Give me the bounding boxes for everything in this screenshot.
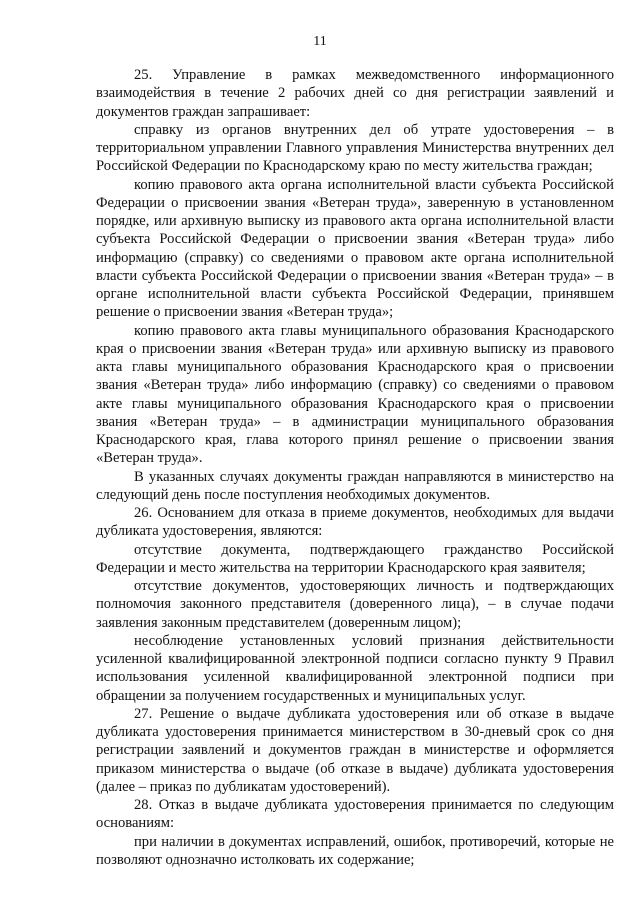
paragraph-26-item-signature: несоблюдение установленных условий признания действительности усиленной квалифицированной электронной подписи согласно пункту 9 Правил использования усиленной квалифицированной электронной подписи при обращении за получением государственных и муниципальных услуг. [96, 632, 614, 704]
page-number: 11 [313, 34, 327, 49]
paragraph-25: 25. Управление в рамках межведомственного информационного взаимодействия в течение 2 рабочих дней со дня регистрации заявлений и документов граждан запрашивает: [96, 67, 614, 120]
paragraph-28: 28. Отказ в выдаче дубликата удостоверения принимается по следующим основаниям: [96, 797, 614, 832]
paragraph-28-item-corrections: при наличии в документах исправлений, ошибок, противоречий, которые не позволяют однозначно истолковать их содержание; [96, 833, 614, 868]
paragraph-27: 27. Решение о выдаче дубликата удостоверения или об отказе в выдаче дубликата удостоверения принимается министерством в 30-дневый срок со дня регистрации заявлений и документов граждан в министерстве и оформляется приказом министерства о выдаче (об отказе в выдаче) дубликата удостоверения (далее – приказ по дубликатам удостоверений). [96, 705, 614, 795]
paragraph-26: 26. Основанием для отказа в приеме документов, необходимых для выдачи дубликата удостоверения, являются: [96, 505, 614, 540]
paragraph-25-note: В указанных случаях документы граждан направляются в министерство на следующий день после поступления необходимых документов. [96, 468, 614, 503]
paragraph-25-item-subject-act-copy: копию правового акта органа исполнительной власти субъекта Российской Федерации о присвоении звания «Ветеран труда», заверенную в установленном порядке, или архивную выписку из правового акта органа исполнительной власти субъекта Российской Федерации о присвоении звания «Ветеран труда» либо информацию (справку) со сведениями о правовом акте органа исполнительной власти субъекта Российской Федерации о присвоении звания «Ветеран труда» – в органе исполнительной власти субъекта Российской Федерации, принявшем решение о присвоении звания «Ветеран труда»; [96, 176, 614, 321]
paragraph-25-item-police-certificate: справку из органов внутренних дел об утрате удостоверения – в территориальном управлении Главного управления Министерства внутренних дел Российской Федерации по Краснодарскому краю по месту жительства граждан; [96, 121, 614, 175]
paragraph-25-item-municipal-act-copy: копию правового акта главы муниципального образования Краснодарского края о присвоении звания «Ветеран труда» или архивную выписку из правового акта главы муниципального образования Краснодарского края о присвоении звания «Ветеран труда» либо информацию (справку) со сведениями о правовом акте главы муниципального образования Краснодарского края о присвоении звания «Ветеран труда» – в администрации муниципального образования Краснодарского края, глава которого принял решение о присвоении звания «Ветеран труда». [96, 322, 614, 467]
paragraph-26-item-identity: отсутствие документов, удостоверяющих личность и подтверждающих полномочия законного представителя (доверенного лица), – в случае подачи заявления законным представителем (доверенным лицом); [96, 578, 614, 631]
document-body [96, 66, 614, 869]
paragraph-26-item-citizenship: отсутствие документа, подтверждающего гражданство Российской Федерации и место жительства на территории Краснодарского края заявителя; [96, 541, 614, 576]
